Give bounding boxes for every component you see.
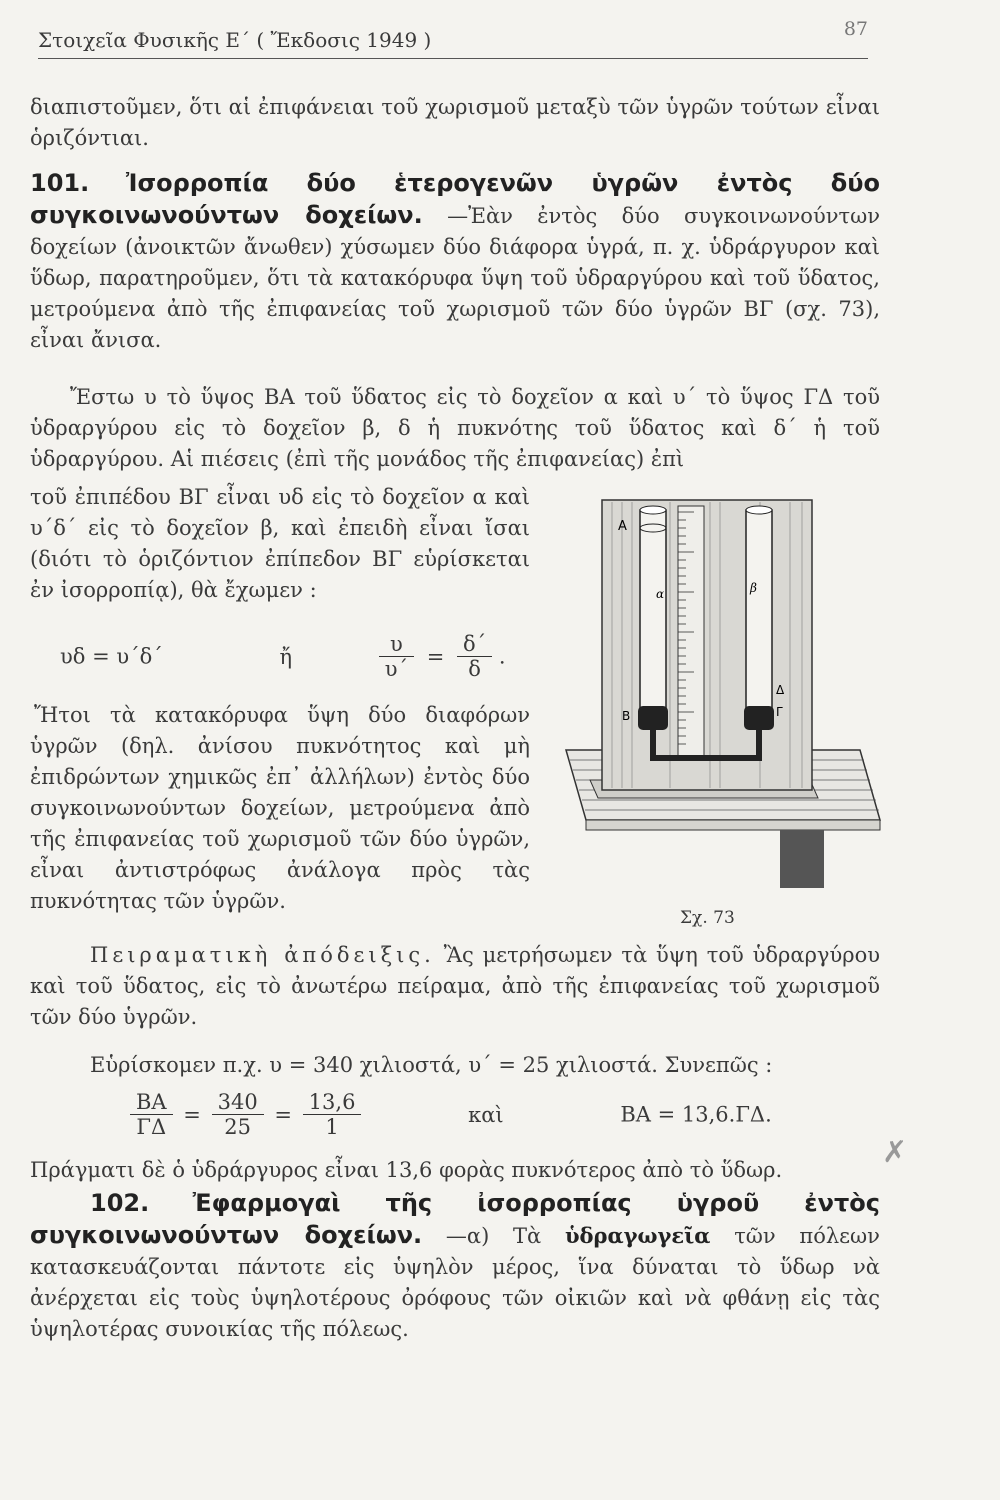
numerator: 13,6 [303,1090,362,1115]
numerator: δ΄ [457,632,492,657]
paragraph-conclusion: Ἤτοι τὰ κατακόρυφα ὕψη δύο διαφόρων ὑγρῶν (δηλ. ἀνίσου πυκνότητος καὶ μὴ ἐπιδρώντων χημικῶς ἐπ᾽ ἀλλήλων) ἐντὸς δύο συγκοινωνούντων δοχείων, μετρούμενα ἀπὸ τῆς ἐπιφανείας τοῦ χωρισμοῦ τῶν δύο ὑγρῶν, εἶναι ἀντιστρόφως ἀνάλογα πρὸς τὰς πυκνότητας τῶν ὑγρῶν. [30,703,530,913]
paragraph-pressures: τοῦ ἐπιπέδου ΒΓ εἶναι υδ εἰς τὸ δοχεῖον α καὶ υ΄δ΄ εἰς τὸ δοχεῖον β, καὶ ἐπειδὴ εἶναι ἴσαι (διότι τὸ ὁριζόντιον ἐπίπεδον ΒΓ εὑρίσκεται ἐν ἰσορροπίᾳ), θὰ ἔχωμεν : [30,485,530,602]
pencil-mark: ✗ [882,1135,908,1170]
label-B: Β [622,709,631,723]
fraction-u-over-u-prime [379,632,414,681]
label-G: Γ [776,705,783,719]
section-102-body: τῶν πόλεων κατασκευάζονται πάντοτε εἰς ὑψηλὸν μέρος, ἵνα δύναται τὸ ὕδωρ νὰ ἀνέρχεται εἰς τοὺς ὑψηλοτέρους ὀρόφους τῶν οἰκιῶν καὶ νὰ φθάνῃ εἰς τὰς ὑψηλοτέρας συνοικίας τῆς πόλεως. [30,1224,880,1341]
denominator: 25 [224,1115,251,1139]
equation-1-left: υδ = υ΄δ΄ [60,644,163,669]
fraction-d-prime-over-d [457,632,492,681]
equation-1-or: ἤ [279,644,293,669]
equation-1 [60,632,506,681]
paragraph-measurement: Εὑρίσκομεν π.χ. υ = 340 χιλιοστά, υ΄ = 25 χιλιοστά. Συνεπῶς : [90,1053,773,1077]
label-A: Α [618,519,627,534]
section-102-number: 102. [90,1189,150,1217]
paragraph-intro: διαπιστοῦμεν, ὅτι αἱ ἐπιφάνειαι τοῦ χωρισμοῦ μεταξὺ τῶν ὑγρῶν τούτων εἶναι ὁριζόντιαι. [30,95,880,150]
figure-caption: Σχ. 73 [680,908,735,928]
equals-sign: = [274,1102,292,1127]
section-102-keyword: ὑδραγωγεῖα [564,1223,711,1248]
equals-sign: = [183,1102,201,1127]
section-101-number: 101. [30,169,90,197]
proof-lead: Πειραματικὴ ἀπόδειξις. [90,943,435,967]
section-102 [30,1188,880,1345]
section-101 [30,168,880,356]
numerator: 340 [212,1090,264,1115]
numerator: υ [379,632,414,657]
section-102-title: Ἐφαρμογαὶ τῆς ἰσορροπίας ὑγροῦ ἐντὸς συγκοινωνούντων δοχείων. [30,1189,880,1249]
section-102-intro: —α) Τὰ [445,1224,542,1248]
period: . [498,644,506,669]
proof-body: Ἂς μετρήσωμεν τὰ ὕψη τοῦ ὑδραργύρου καὶ τοῦ ὕδατος, εἰς τὸ ἀνωτέρω πείραμα, ἀπὸ τῆς ἐπιφανείας τοῦ χωρισμοῦ τῶν δύο ὑγρῶν. [30,943,880,1029]
denominator: υ΄ [384,657,409,681]
label-b: β [750,581,757,595]
fraction-340-over-25 [212,1090,264,1139]
label-a: α [656,587,665,601]
running-header [38,18,868,59]
paragraph-experimental-proof [30,940,880,1033]
header-title: Στοιχεῖα Φυσικῆς Ε΄ ( Ἔκδοσις 1949 ) [38,28,432,52]
and-word: καὶ [468,1102,504,1127]
page-number: 87 [843,18,868,40]
denominator: δ [468,657,481,681]
equation-2 [130,1090,772,1139]
section-101-body: —Ἐὰν ἐντὸς δύο συγκοινωνούντων δοχείων (ἀνοικτῶν ἄνωθεν) χύσωμεν δύο διάφορα ὑγρά, π. χ. ὑδράργυρον καὶ ὕδωρ, παρατηροῦμεν, ὅτι τὰ κατακόρυφα ὕψη τοῦ ὑδραργύρου καὶ τοῦ ὕδατος, μετρούμενα ἀπὸ τῆς ἐπιφανείας τοῦ χωρισμοῦ τῶν δύο ὑγρῶν ΒΓ (σχ. 73), εἶναι ἄνισα. [30,204,880,352]
denominator: 1 [325,1115,339,1139]
fraction-BA-over-GD [130,1090,173,1139]
equation-2-right: ΒΑ = 13,6.ΓΔ. [620,1102,772,1127]
label-D: Δ [776,683,785,697]
section-101-title: Ἰσορροπία δύο ἑτερογενῶν ὑγρῶν ἐντὸς δύο συγκοινωνούντων δοχείων. [30,169,880,229]
communicating-vessels-illustration [560,480,890,900]
equals-sign: = [426,644,445,669]
fraction-13-6-over-1 [303,1090,362,1139]
figure-73 [560,480,890,900]
paragraph-confirmation: Πράγματι δὲ ὁ ὑδράργυρος εἶναι 13,6 φορὰς πυκνότερος ἀπὸ τὸ ὕδωρ. [30,1158,783,1182]
numerator: ΒΑ [130,1090,173,1115]
denominator: ΓΔ [136,1115,167,1139]
paragraph-definitions: Ἔστω υ τὸ ὕψος ΒΑ τοῦ ὕδατος εἰς τὸ δοχεῖον α καὶ υ΄ τὸ ὕψος ΓΔ τοῦ ὑδραργύρου εἰς τὸ δοχεῖον β, δ ἡ πυκνότης τοῦ ὕδατος καὶ δ΄ ἡ τοῦ ὑδραργύρου. Αἱ πιέσεις (ἐπὶ τῆς μονάδος τῆς ἐπιφανείας) ἐπὶ [30,385,880,471]
